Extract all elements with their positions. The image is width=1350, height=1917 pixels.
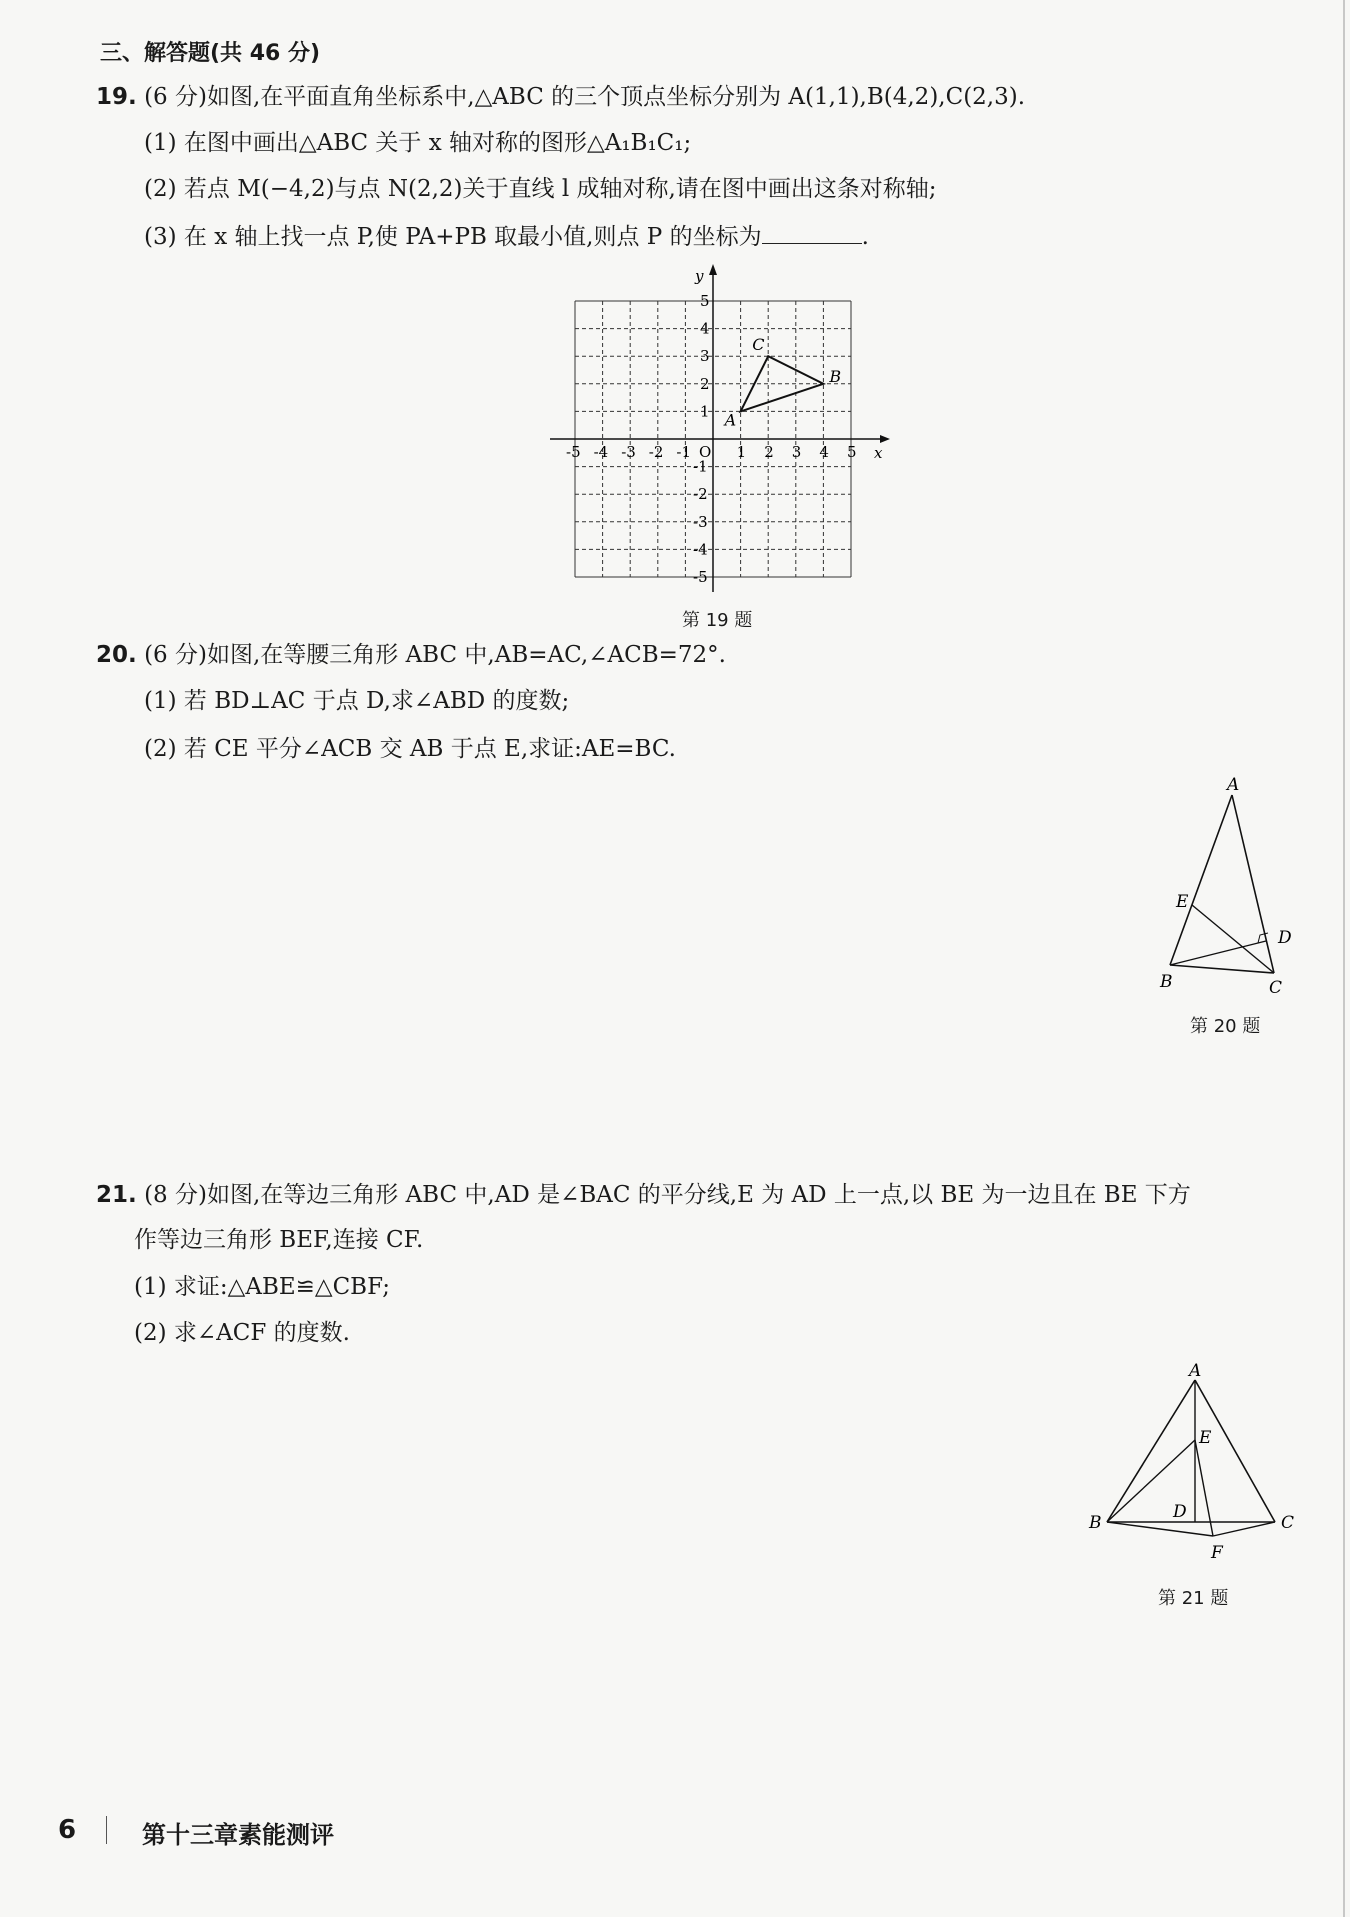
- y-tick-label: -2: [693, 485, 708, 504]
- x-tick-label: 5: [847, 443, 857, 461]
- vertex-label-a: A: [724, 410, 737, 430]
- label-c: C: [1269, 978, 1283, 998]
- figure-20-isosceles-triangle: [1150, 775, 1310, 1005]
- x-axis-arrow-icon: [880, 435, 890, 443]
- figure-20-caption: 第 20 题: [1190, 1016, 1261, 1037]
- question-21-part-2: (2) 求∠ACF 的度数.: [134, 1320, 350, 1346]
- x-tick-label: 3: [791, 443, 802, 461]
- answer-blank[interactable]: [762, 223, 862, 244]
- question-text: (8 分)如图,在等边三角形 ABC 中,AD 是∠BAC 的平分线,E 为 AD 上一点,以 BE 为一边且在 BE 下方: [144, 1182, 1191, 1208]
- y-tick-label: 3: [700, 347, 710, 366]
- part-3-end: .: [861, 224, 869, 250]
- segment-cf: [1213, 1522, 1275, 1536]
- side-ac: [1232, 795, 1274, 973]
- y-tick-label: -5: [693, 568, 708, 586]
- segment-bf: [1107, 1522, 1213, 1536]
- figure-19-caption: 第 19 题: [682, 610, 753, 631]
- part-3-text: (3) 在 x 轴上找一点 P,使 PA+PB 取最小值,则点 P 的坐标为: [144, 224, 762, 250]
- question-21-part-1: (1) 求证:△ABE≌△CBF;: [134, 1274, 390, 1300]
- x-tick-label: -5: [566, 443, 581, 461]
- question-19-part-2: (2) 若点 M(−4,2)与点 N(2,2)关于直线 l 成轴对称,请在图中画出这条对称轴;: [144, 176, 937, 202]
- x-tick-label: O: [699, 443, 712, 461]
- label-b: B: [1160, 972, 1173, 992]
- segment-ce: [1192, 905, 1274, 973]
- figure-21-caption: 第 21 题: [1158, 1588, 1229, 1609]
- side-ab: [1107, 1380, 1195, 1522]
- figure-21-equilateral-triangle: [1085, 1360, 1325, 1570]
- question-number: 19.: [96, 84, 137, 110]
- y-tick-label: 1: [700, 402, 710, 421]
- y-tick-label: -3: [693, 512, 708, 531]
- label-c: C: [1281, 1513, 1295, 1533]
- side-ab: [1170, 795, 1232, 965]
- x-tick-label: 4: [819, 443, 829, 461]
- side-bc: [1170, 965, 1274, 973]
- y-tick-label: 2: [700, 374, 710, 393]
- question-text: (6 分)如图,在等腰三角形 ABC 中,AB=AC,∠ACB=72°.: [144, 642, 726, 668]
- x-axis-label: x: [874, 444, 883, 462]
- x-tick-label: -3: [621, 443, 636, 461]
- label-e: E: [1176, 892, 1189, 912]
- vertex-label-c: C: [752, 335, 765, 355]
- question-21-stem-continued: 作等边三角形 BEF,连接 CF.: [134, 1227, 424, 1253]
- y-tick-label: 5: [700, 292, 710, 310]
- section-title: 三、解答题(共 46 分): [100, 41, 321, 66]
- x-tick-label: -2: [648, 443, 664, 461]
- label-a: A: [1227, 775, 1240, 795]
- question-number: 21.: [96, 1182, 137, 1208]
- question-20-part-2: (2) 若 CE 平分∠ACB 交 AB 于点 E,求证:AE=BC.: [144, 736, 676, 762]
- x-tick-label: -1: [676, 443, 692, 461]
- y-axis-arrow-icon: [709, 264, 717, 275]
- question-21-stem: [96, 1180, 1191, 1210]
- question-20-part-1: (1) 若 BD⊥AC 于点 D,求∠ABD 的度数;: [144, 688, 570, 714]
- segment-bd: [1170, 941, 1266, 965]
- x-tick-label: 1: [736, 443, 747, 461]
- question-19-part-1: (1) 在图中画出△ABC 关于 x 轴对称的图形△A₁B₁C₁;: [144, 130, 692, 156]
- question-19-stem: [96, 82, 1025, 112]
- label-e: E: [1199, 1428, 1212, 1448]
- y-axis-label: y: [695, 267, 704, 285]
- figure-19-coordinate-grid: [540, 262, 900, 602]
- page-number: 6: [58, 1815, 77, 1845]
- vertex-label-b: B: [829, 366, 842, 386]
- x-tick-label: 2: [764, 443, 774, 461]
- question-19-part-3: [144, 222, 869, 252]
- footer-chapter-title: 第十三章素能测评: [142, 1821, 334, 1849]
- page-edge: [1343, 0, 1345, 1917]
- label-d: D: [1173, 1502, 1187, 1522]
- label-f: F: [1211, 1543, 1223, 1563]
- question-text: (6 分)如图,在平面直角坐标系中,△ABC 的三个顶点坐标分别为 A(1,1),B(4,2),C(2,3).: [144, 84, 1026, 110]
- label-a: A: [1189, 1361, 1202, 1381]
- y-tick-label: -4: [693, 540, 708, 559]
- x-tick-label: -4: [593, 443, 609, 461]
- question-number: 20.: [96, 642, 137, 668]
- label-d: D: [1278, 928, 1292, 948]
- question-20-stem: [96, 640, 726, 670]
- label-b: B: [1089, 1513, 1102, 1533]
- y-tick-label: 4: [700, 319, 710, 338]
- footer-divider: [106, 1816, 107, 1844]
- y-tick-label: -1: [693, 457, 708, 476]
